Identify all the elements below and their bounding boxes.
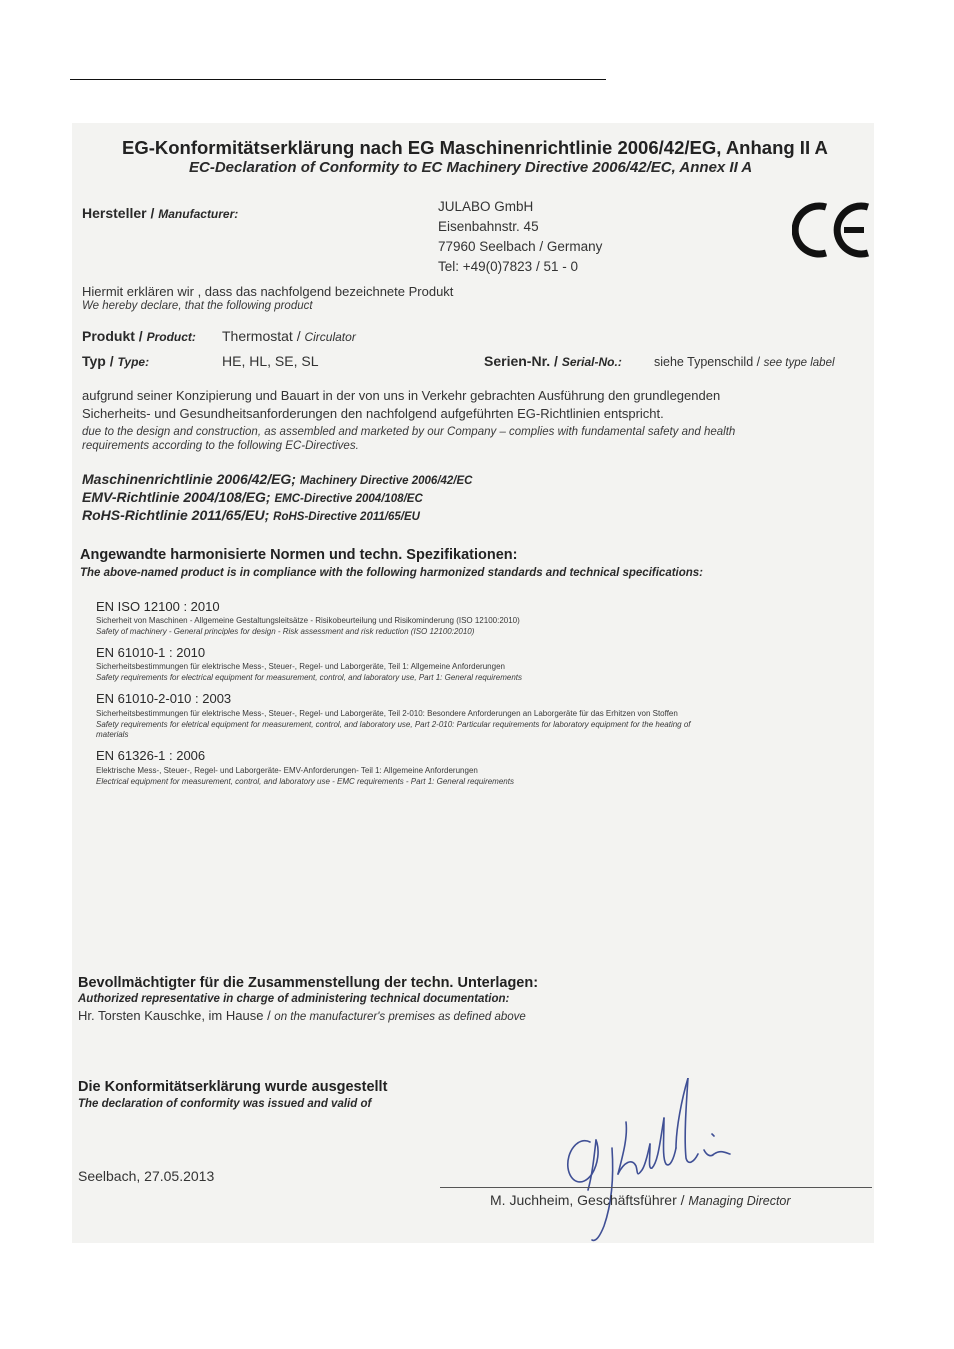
serial-label-en: Serial-No.: [561,355,622,369]
serial-label-de: Serien-Nr. / [484,353,562,369]
signature-line [440,1187,872,1188]
authorized-heading-german: Bevollmächtigter für die Zusammenstellung der techn. Unterlagen: [78,975,539,991]
type-label-en: Type: [117,355,150,369]
type-label-de: Typ / [82,353,118,369]
directive-rohs-en: RoHS-Directive 2011/65/EU [273,511,420,523]
manufacturer-label-en: Manufacturer: [158,207,239,221]
standard-description-german: Sicherheit von Maschinen - Allgemeine Gestaltungsleitsätze - Risikobeurteilung und Risikominderung (ISO 12100:2010) [96,616,520,625]
standard-description-german: Sicherheitsbestimmungen für elektrische Mess-, Steuer-, Regel- und Laborgeräte, Teil 2-010: Besondere Anforderungen an Laborgeräte für das Erhitzen von Stoffen [96,709,678,718]
conform-german-line-1: aufgrund seiner Konzipierung und Bauart in der von uns in Verkehr gebrachten Ausführung den grundlegenden [82,388,721,403]
manufacturer-label [82,205,238,221]
product-value-de: Thermostat / [222,328,305,344]
standard-title: EN ISO 12100 : 2010 [96,599,220,614]
issued-heading-english: The declaration of conformity was issued and valid of [78,1098,372,1110]
ce-mark-icon [792,201,872,259]
manufacturer-city: 77960 Seelbach / Germany [438,239,603,254]
standard-description-german: Sicherheitsbestimmungen für elektrische Mess-, Steuer-, Regel- und Laborgeräte, Teil 1: Allgemeine Anforderungen [96,662,505,671]
standard-description-english: Electrical equipment for measurement, control, and laboratory use - EMC requirements - Part 1: General requirements [96,777,514,786]
serial-value-de: siehe Typenschild / [654,355,764,369]
serial-value [654,355,835,369]
serial-label [484,353,622,369]
standards-heading-english: The above-named product is in compliance with the following harmonized standards and technical specifications: [80,567,704,579]
directive-emc [82,489,423,505]
type-value: HE, HL, SE, SL [222,353,319,369]
declare-english: We hereby declare, that the following product [82,300,313,312]
standard-title: EN 61010-1 : 2010 [96,645,206,660]
authorized-person [78,1008,526,1023]
declare-german: Hiermit erklären wir , dass das nachfolgend bezeichnete Produkt [82,284,454,299]
standard-description-english: Safety of machinery - General principles for design - Risk assessment and risk reduction (ISO 12100:2010) [96,627,475,636]
manufacturer-label-de: Hersteller / [82,205,159,221]
title-english: EC-Declaration of Conformity to EC Machinery Directive 2006/42/EC, Annex II A [189,159,753,176]
conform-german-line-2: Sicherheits- und Gesundheitsanforderungen den nachfolgend aufgeführten EG-Richtlinien entspricht. [82,406,664,421]
directive-machinery [82,471,472,487]
product-value-en: Circulator [304,330,356,344]
standard-title: EN 61326-1 : 2006 [96,748,206,763]
serial-value-en: see type label [763,357,835,369]
signatory-name: M. Juchheim, Geschäftsführer / [490,1192,689,1208]
signatory [490,1192,791,1208]
conform-english-line-2: requirements according to the following EC-Directives. [82,440,359,452]
conform-english-line-1: due to the design and construction, as assembled and marketed by our Company – complies with fundamental safety and health [82,426,736,438]
standards-heading-german: Angewandte harmonisierte Normen und techn. Spezifikationen: [80,547,518,563]
directive-machinery-en: Machinery Directive 2006/42/EC [299,475,473,487]
directive-rohs [82,507,420,523]
header-rule [70,79,606,80]
standard-description-english: Safety requirements for eletrical equipment for measurement, control, and laboratory use, Part 2-010: Particular requirements for laboratory equipment for the heating of [96,720,691,729]
product-label-de: Produkt / [82,328,147,344]
directive-emc-en: EMC-Directive 2004/108/EC [274,493,423,505]
signature-icon [552,1078,762,1243]
issued-heading-german: Die Konformitätserklärung wurde ausgestellt [78,1079,388,1095]
directive-machinery-de: Maschinenrichtlinie 2006/42/EG; [82,471,300,487]
type-label [82,353,149,369]
product-label [82,328,196,344]
authorized-person-en: on the manufacturer's premises as defined above [274,1011,526,1023]
product-label-en: Product: [146,330,196,344]
signatory-title-en: Managing Director [688,1194,791,1208]
product-value [222,328,356,344]
title-german: EG-Konformitätserklärung nach EG Maschinenrichtlinie 2006/42/EG, Anhang II A [122,137,828,158]
directive-emc-de: EMV-Richtlinie 2004/108/EG; [82,489,275,505]
place-date: Seelbach, 27.05.2013 [78,1168,215,1184]
authorized-heading-english: Authorized representative in charge of administering technical documentation: [78,993,510,1005]
standard-description-english: materials [96,730,129,739]
manufacturer-phone: Tel: +49(0)7823 / 51 - 0 [438,259,578,274]
manufacturer-name: JULABO GmbH [438,199,534,214]
standard-description-german: Elektrische Mess-, Steuer-, Regel- und Laborgeräte- EMV-Anforderungen- Teil 1: Allgemeine Anforderungen [96,766,478,775]
authorized-person-de: Hr. Torsten Kauschke, im Hause / [78,1008,275,1023]
standard-description-english: Safety requirements for electrical equipment for measurement, control, and laboratory use, Part 1: General requirements [96,673,522,682]
standard-title: EN 61010-2-010 : 2003 [96,691,232,706]
declaration-document [72,123,874,1243]
manufacturer-street: Eisenbahnstr. 45 [438,219,539,234]
directive-rohs-de: RoHS-Richtlinie 2011/65/EU; [82,507,274,523]
